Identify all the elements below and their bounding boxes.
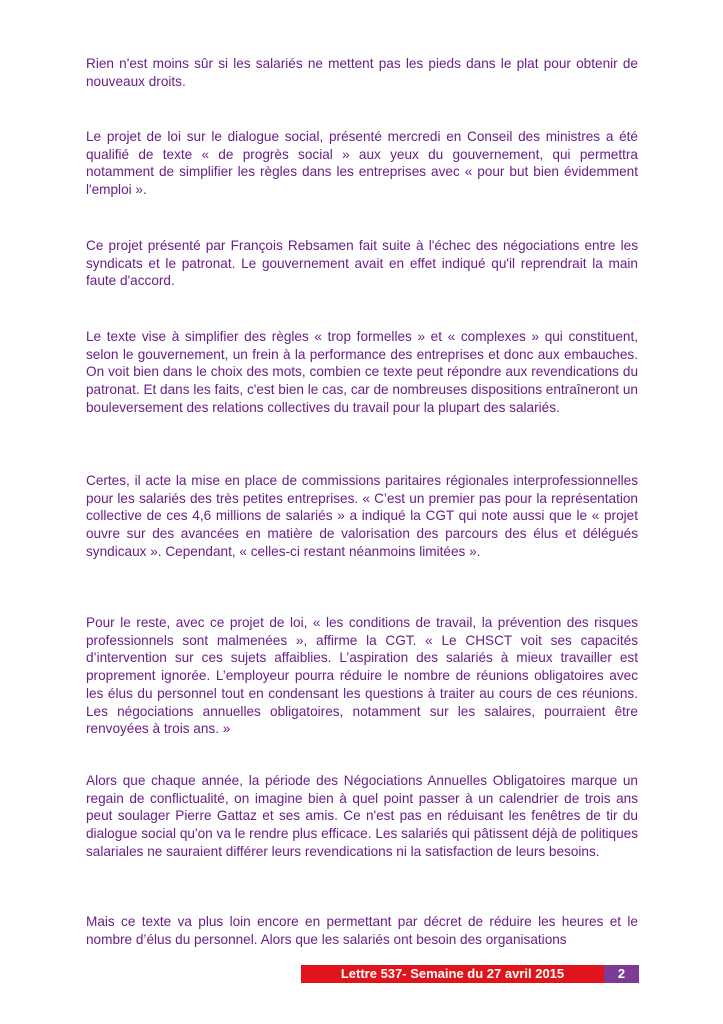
paragraph-7: Alors que chaque année, la période des Négociations Annuelles Obligatoires marque un regain de conflictualité, on imagine bien à quel point passer à un calendrier de trois ans peut soulager Pierre Gattaz et ses amis. Ce n'est pas en réduisant les fenêtres de tir du dialogue social qu'on va le rendre plus efficace. Les salariés qui pâtissent déjà de politiques salariales ne sauraient différer leurs revendications ni la satisfaction de leurs besoins. <box>86 773 638 859</box>
paragraph-5: Certes, il acte la mise en place de commissions paritaires régionales interprofessionnelles pour les salariés des très petites entreprises. « C’est un premier pas pour la représentation collective de ces 4,6 millions de salariés » a indiqué la CGT qui note aussi que le « projet ouvre sur des avancées en matière de valorisation des parcours des élus et délégués syndicaux ». Cependant, « celles-ci restant néanmoins limitées ». <box>86 473 638 559</box>
paragraph-3: Ce projet présenté par François Rebsamen fait suite à l'échec des négociations entre les syndicats et le patronat. Le gouvernement avait en effet indiqué qu'il reprendrait la main faute d'accord. <box>86 238 638 289</box>
paragraph-8: Mais ce texte va plus loin encore en permettant par décret de réduire les heures et le nombre d’élus du personnel. Alors que les salariés ont besoin des organisations <box>86 914 638 947</box>
newsletter-title: Lettre 537- Semaine du 27 avril 2015 <box>301 965 604 983</box>
page-number: 2 <box>604 965 639 983</box>
paragraph-6: Pour le reste, avec ce projet de loi, « les conditions de travail, la prévention des risques professionnels sont malmenées », affirme la CGT. « Le CHSCT voit ses capacités d’intervention sur ces sujets affaiblies. L’aspiration des salariés à mieux travailler est proprement ignorée. L’employeur pourra réduire le nombre de réunions obligatoires avec les élus du personnel tout en condensant les questions à traiter au cours de ces réunions. Les négociations annuelles obligatoires, notamment sur les salaires, pourraient être renvoyées à trois ans. » <box>86 615 638 737</box>
paragraph-4: Le texte vise à simplifier des règles « trop formelles » et « complexes » qui constituent, selon le gouvernement, un frein à la performance des entreprises et donc aux embauches. On voit bien dans le choix des mots, combien ce texte peut répondre aux revendications du patronat. Et dans les faits, c'est bien le cas, car de nombreuses dispositions entraîneront un bouleversement des relations collectives du travail pour la plupart des salariés. <box>86 329 638 415</box>
footer-banner <box>301 965 639 983</box>
paragraph-1: Rien n'est moins sûr si les salariés ne mettent pas les pieds dans le plat pour obtenir de nouveaux droits. <box>86 56 638 89</box>
paragraph-2: Le projet de loi sur le dialogue social, présenté mercredi en Conseil des ministres a été qualifié de texte « de progrès social » aux yeux du gouvernement, qui permettra notamment de simplifier les règles dans les entreprises avec « pour but bien évidemment l'emploi ». <box>86 129 638 198</box>
